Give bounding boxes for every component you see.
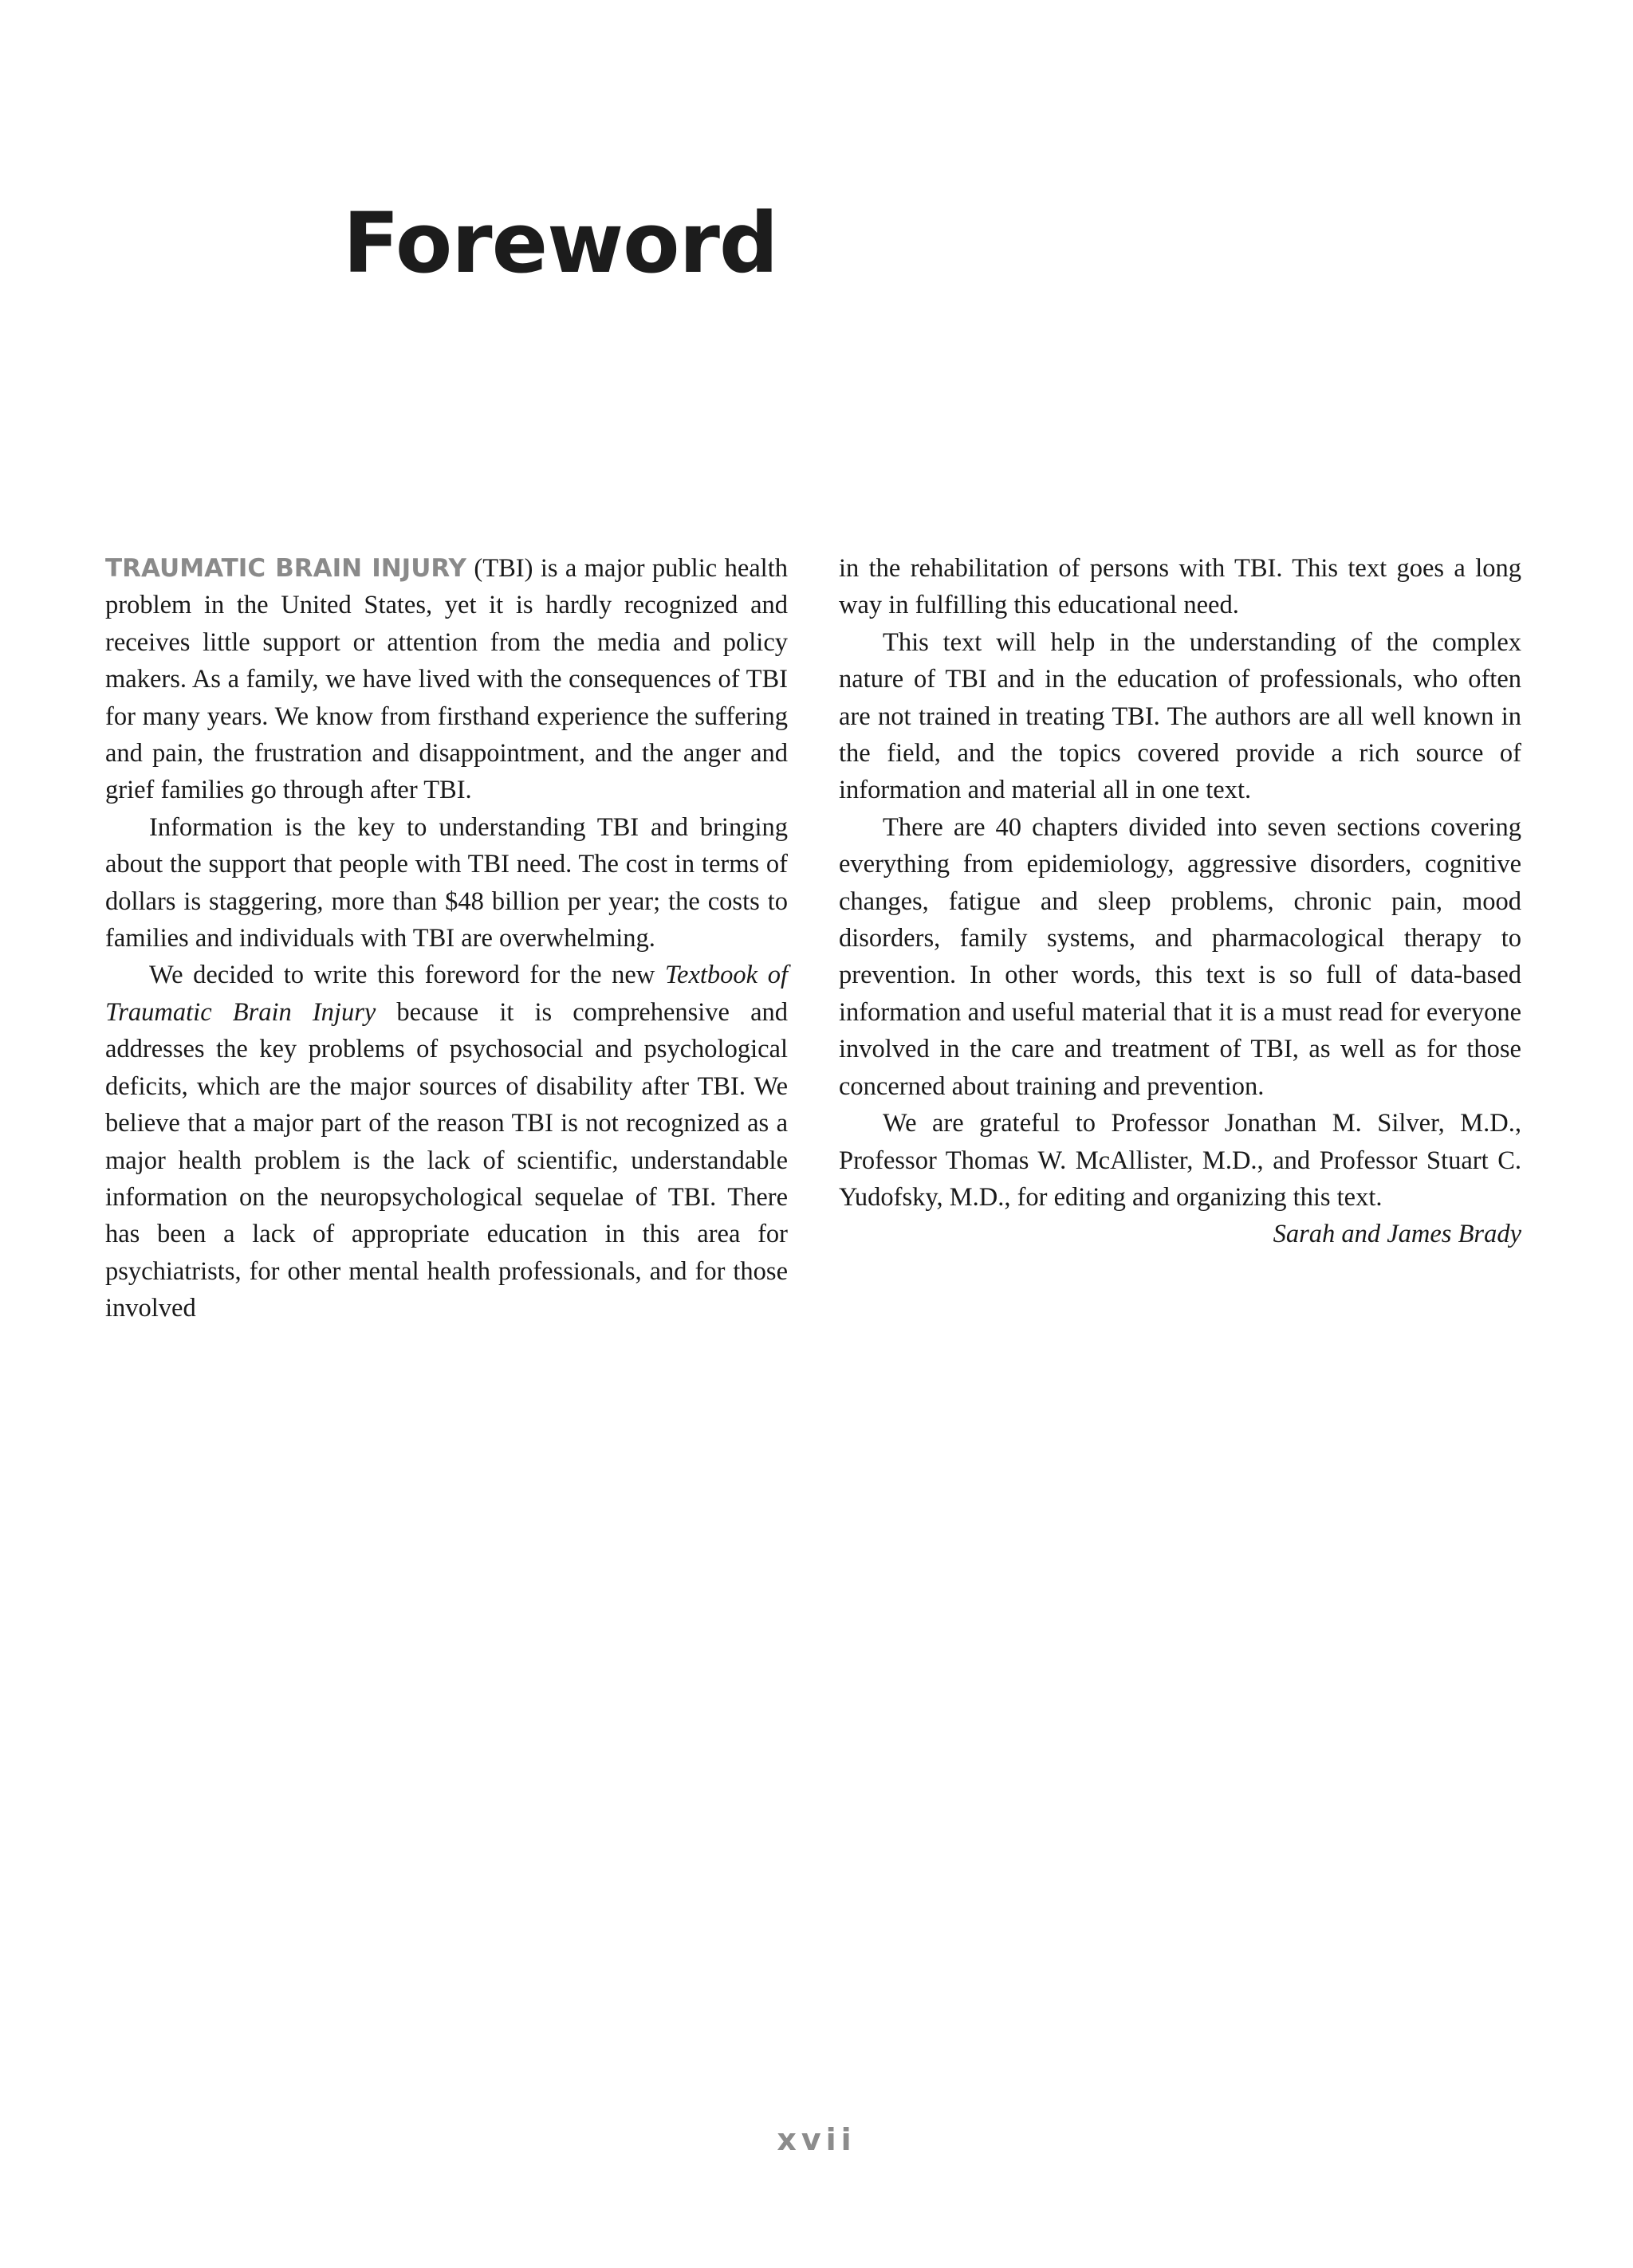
paragraph-intro-text: (TBI) is a major public health problem in the United States, yet it is hardly recognized and receives little support or attention from the media and policy makers. As a family, we have lived with the consequences of TBI for many years. We know from firsthand experience the suffering and pain, the frustration and disappointment, and the anger and grief families go through after TBI. xyxy=(105,554,788,805)
book-title: Textbook of Traumatic Brain Injury xyxy=(105,961,788,1027)
right-column xyxy=(839,550,1521,1253)
page-number: xvii xyxy=(777,2122,856,2157)
paragraph-decision-start: We decided to write this foreword for the new xyxy=(149,961,665,990)
page-title: Foreword xyxy=(343,195,778,292)
paragraph-decision-continued: in the rehabilitation of persons with TBI. This text goes a long way in fulfilling this educational need. xyxy=(839,554,1521,620)
lead-in-text: TRAUMATIC BRAIN INJURY xyxy=(105,554,467,583)
paragraph-chapters: There are 40 chapters divided into seven sections covering everything from epidemiology, aggressive disorders, cognitive changes, fatigue and sleep problems, chronic pain, mood disorders, family systems, and pharmacological therapy to prevention. In other words, this text is so full of data-based information and useful material that it is a must read for everyone involved in the care and treatment of TBI, as well as for those concerned about training and prevention. xyxy=(839,812,1521,1101)
paragraph-intro xyxy=(105,550,788,809)
paragraph-understanding: This text will help in the understanding of the complex nature of TBI and in the education of professionals, who often are not trained in treating TBI. The authors are all well known in the field, and the topics covered provide a rich source of information and material all in one text. xyxy=(839,627,1521,805)
paragraph-decision-rest: because it is comprehensive and addresses the key problems of psychosocial and psychological deficits, which are the major sources of disability after TBI. We believe that a major part of the reason TBI is not recognized as a major health problem is the lack of scientific, understandable information on the neuropsychological sequelae of TBI. There has been a lack of appropriate education in this area for psychiatrists, for other mental health professionals, and for those involved xyxy=(105,997,788,1323)
paragraph-decision xyxy=(105,957,788,1327)
left-column xyxy=(105,550,788,1327)
paragraph-information: Information is the key to understanding TBI and bringing about the support that people with TBI need. The cost in terms of dollars is staggering, more than $48 billion per year; the costs to families and individuals with TBI are overwhelming. xyxy=(105,812,788,953)
signature: Sarah and James Brady xyxy=(1273,1220,1521,1249)
paragraph-gratitude: We are grateful to Professor Jonathan M. Silver, M.D., Professor Thomas W. McAllister, M.D., and Professor Stuart C. Yudofsky, M.D., for editing and organizing this text. xyxy=(839,1109,1521,1212)
